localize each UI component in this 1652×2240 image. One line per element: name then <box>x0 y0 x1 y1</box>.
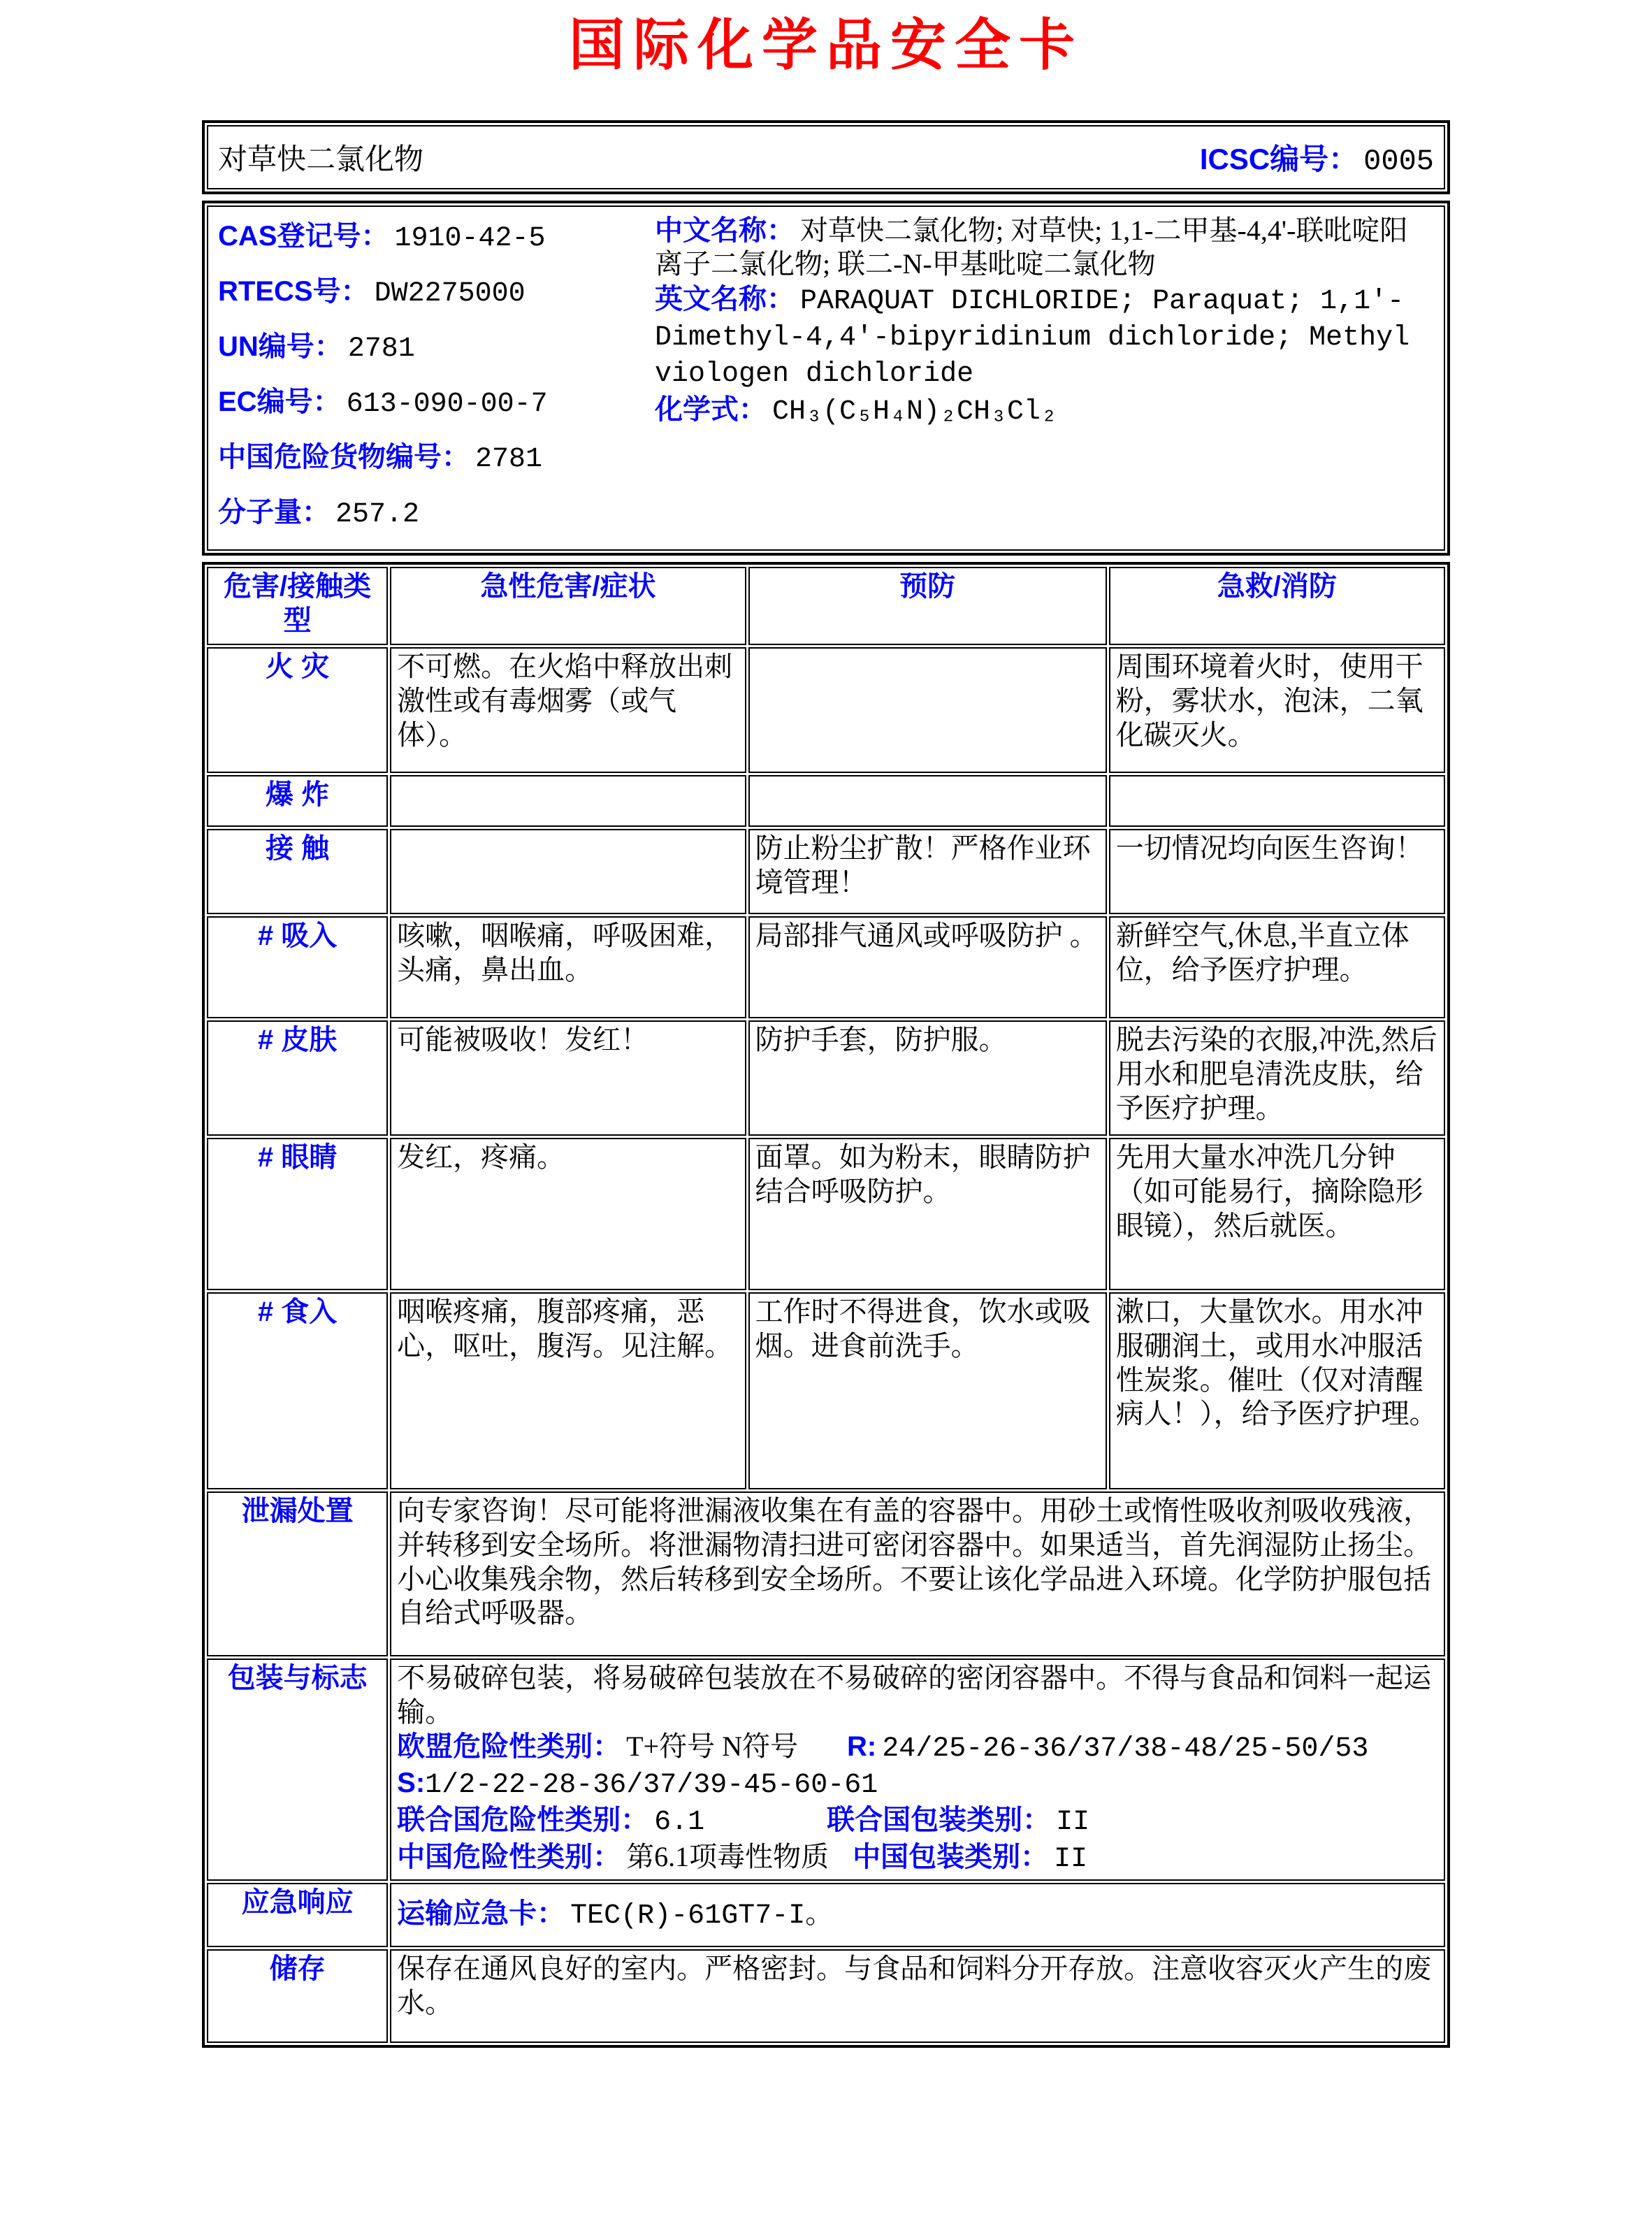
inhalation-symptoms: 咳嗽，咽喉痛，呼吸困难，头痛，鼻出血。 <box>390 916 746 1018</box>
ingestion-label: # 食入 <box>207 1292 388 1489</box>
un-hazard-class-label: 联合国危险性类别： <box>397 1805 649 1836</box>
un-number-label: UN编号： <box>218 331 342 362</box>
packaging-row <box>207 1659 1445 1881</box>
icsc-card-page <box>0 15 1652 2048</box>
chemical-formula-value: CH₃(C₅H₄N)₂CH₃Cl₂ <box>772 396 1058 428</box>
chinese-name-value: 对草快二氯化物; 对草快; 1,1-二甲基-4,4'-联吡啶阳离子二氯化物; 联二-N-甲基吡啶二氯化物 <box>655 215 1408 280</box>
skin-first-aid: 脱去污染的衣服,冲洗,然后用水和肥皂清洗皮肤，给予医疗护理。 <box>1109 1020 1445 1136</box>
identifiers-right-column <box>655 214 1434 545</box>
ec-number-line <box>218 380 655 420</box>
english-name-value: PARAQUAT DICHLORIDE; Paraquat; 1,1'-Dimethyl-4,4'-bipyridinium dichloride; Methyl viologen dichloride <box>655 286 1410 390</box>
un-packing-group-value: II <box>1056 1807 1090 1839</box>
cas-number-label: CAS登记号： <box>218 221 389 252</box>
cas-number-line <box>218 214 655 254</box>
cn-packing-group-label: 中国包装类别： <box>853 1841 1049 1872</box>
english-name-label: 英文名称： <box>655 284 795 315</box>
eyes-row <box>207 1138 1445 1290</box>
spill-content: 向专家咨询！尽可能将泄漏液收集在有盖的容器中。用砂土或惰性吸收剂吸收残液，并转移到安全场所。将泄漏物清扫进可密闭容器中。如果适当，首先润湿防止扬尘。小心收集残余物，然后转移到安全场所。不要让该化学品进入环境。化学防护服包括自给式呼吸器。 <box>390 1491 1445 1656</box>
ec-number-label: EC编号： <box>218 386 341 417</box>
icsc-number-label: ICSC编号： <box>1199 143 1358 175</box>
cn-hazard-class-label: 中国危险性类别： <box>397 1841 621 1872</box>
molecular-weight-label: 分子量： <box>218 497 330 528</box>
r-phrases-label: R: <box>847 1730 877 1762</box>
china-dg-number-value: 2781 <box>475 444 543 475</box>
explosion-row <box>207 775 1445 827</box>
s-phrases-label: S: <box>397 1768 426 1799</box>
ingestion-prevention: 工作时不得进食，饮水或吸烟。进食前洗手。 <box>748 1292 1107 1489</box>
un-number-value: 2781 <box>347 333 415 365</box>
molecular-weight-value: 257.2 <box>335 499 420 530</box>
explosion-label: 爆 炸 <box>207 775 388 827</box>
eyes-symptoms: 发红，疼痛。 <box>390 1138 746 1290</box>
skin-prevention: 防护手套，防护服。 <box>748 1020 1107 1136</box>
contact-symptoms <box>390 829 746 914</box>
spill-row <box>207 1491 1445 1656</box>
eu-class-value: T+符号 N符号 <box>626 1730 799 1762</box>
page-title: 国际化学品安全卡 <box>569 15 1083 77</box>
explosion-symptoms <box>390 775 746 827</box>
eyes-first-aid: 先用大量水冲洗几分钟（如可能易行，摘除隐形眼镜），然后就医。 <box>1109 1138 1445 1290</box>
r-phrases-value: 24/25-26-36/37/38-48/25-50/53 <box>882 1733 1369 1765</box>
identifiers-box <box>202 201 1450 556</box>
storage-content: 保存在通风良好的室内。严格密封。与食品和饲料分开存放。注意收容灭火产生的废水。 <box>390 1949 1445 2043</box>
china-dg-number-line <box>218 435 655 475</box>
packaging-intro: 不易破碎包装，将易破碎包装放在不易破碎的密闭容器中。不得与食品和饲料一起运输。 <box>397 1662 1432 1728</box>
molecular-weight-line <box>218 490 655 530</box>
hazard-header-row <box>207 567 1445 645</box>
inhalation-first-aid: 新鲜空气,休息,半直立体位，给予医疗护理。 <box>1109 916 1445 1018</box>
eu-class-label: 欧盟危险性类别： <box>397 1730 621 1762</box>
identifiers-inner <box>207 205 1445 551</box>
eyes-label: # 眼睛 <box>207 1138 388 1290</box>
china-dg-number-label: 中国危险货物编号： <box>218 442 470 472</box>
skin-symptoms: 可能被吸收！发红！ <box>390 1020 746 1136</box>
packaging-content <box>390 1659 1445 1881</box>
inhalation-row <box>207 916 1445 1018</box>
contact-prevention: 防止粉尘扩散！严格作业环境管理！ <box>748 829 1107 914</box>
ec-number-value: 613-090-00-7 <box>346 389 548 420</box>
packaging-s-line <box>397 1766 1438 1803</box>
rtecs-number-value: DW2275000 <box>374 278 526 310</box>
chinese-name-line <box>655 214 1434 281</box>
icsc-number-group <box>1200 136 1434 178</box>
explosion-first-aid <box>1109 775 1445 827</box>
card-content <box>202 120 1450 2048</box>
fire-row <box>207 647 1445 773</box>
storage-label: 储存 <box>207 1949 388 2043</box>
un-hazard-class-value: 6.1 <box>654 1807 705 1839</box>
header-acute-hazards: 急性危害/症状 <box>390 567 746 645</box>
rtecs-number-label: RTECS号： <box>218 276 369 307</box>
fire-symptoms: 不可燃。在火焰中释放出刺激性或有毒烟雾（或气体）。 <box>390 647 746 773</box>
ingestion-symptoms: 咽喉疼痛，腹部疼痛，恶心，呕吐，腹泻。见注解。 <box>390 1292 746 1489</box>
skin-label: # 皮肤 <box>207 1020 388 1136</box>
name-header-inner <box>207 125 1445 189</box>
transport-emergency-card-value: TEC(R)-61GT7-I。 <box>570 1900 834 1932</box>
emergency-response-label: 应急响应 <box>207 1883 388 1947</box>
packaging-eu-line <box>397 1730 1438 1767</box>
contact-first-aid: 一切情况均向医生咨询！ <box>1109 829 1445 914</box>
fire-label: 火 灾 <box>207 647 388 773</box>
explosion-prevention <box>748 775 1107 827</box>
contact-label: 接 触 <box>207 829 388 914</box>
eyes-prevention: 面罩。如为粉末，眼睛防护结合呼吸防护。 <box>748 1138 1107 1290</box>
icsc-number-value: 0005 <box>1363 145 1434 178</box>
fire-first-aid: 周围环境着火时，使用干粉，雾状水，泡沫，二氧化碳灭火。 <box>1109 647 1445 773</box>
inhalation-label: # 吸入 <box>207 916 388 1018</box>
chemical-formula-line <box>655 393 1434 429</box>
un-packing-group-label: 联合国包装类别： <box>827 1805 1051 1836</box>
fire-prevention <box>748 647 1107 773</box>
inhalation-prevention: 局部排气通风或呼吸防护 。 <box>748 916 1107 1018</box>
contact-row <box>207 829 1445 914</box>
header-hazard-type: 危害/接触类型 <box>207 567 388 645</box>
s-phrases-value: 1/2-22-28-36/37/39-45-60-61 <box>425 1770 878 1802</box>
header-first-aid: 急救/消防 <box>1109 567 1445 645</box>
packaging-un-line <box>397 1803 1438 1840</box>
storage-row <box>207 1949 1445 2043</box>
identifiers-left-column <box>218 214 655 545</box>
packaging-label: 包装与标志 <box>207 1659 388 1881</box>
hazard-table <box>202 562 1450 2048</box>
ingestion-row <box>207 1292 1445 1489</box>
spill-label: 泄漏处置 <box>207 1491 388 1656</box>
un-number-line <box>218 324 655 365</box>
emergency-response-content <box>390 1883 1445 1947</box>
chinese-name-label: 中文名称： <box>655 215 795 246</box>
transport-emergency-card-label: 运输应急卡： <box>397 1898 565 1929</box>
name-header-box <box>202 120 1450 194</box>
rtecs-number-line <box>218 269 655 310</box>
english-name-line <box>655 282 1434 391</box>
skin-row <box>207 1020 1445 1136</box>
emergency-response-row <box>207 1883 1445 1947</box>
cn-packing-group-value: II <box>1054 1843 1088 1875</box>
header-prevention: 预防 <box>748 567 1107 645</box>
cn-hazard-class-value: 第6.1项毒性物质 <box>626 1840 829 1872</box>
chemical-name: 对草快二氯化物 <box>218 144 424 176</box>
ingestion-first-aid: 漱口，大量饮水。用水冲服硼润土，或用水冲服活性炭浆。催吐（仅对清醒病人！），给予医疗护理。 <box>1109 1292 1445 1489</box>
packaging-cn-line <box>397 1840 1438 1877</box>
chemical-formula-label: 化学式： <box>655 394 767 425</box>
cas-number-value: 1910-42-5 <box>394 223 546 254</box>
